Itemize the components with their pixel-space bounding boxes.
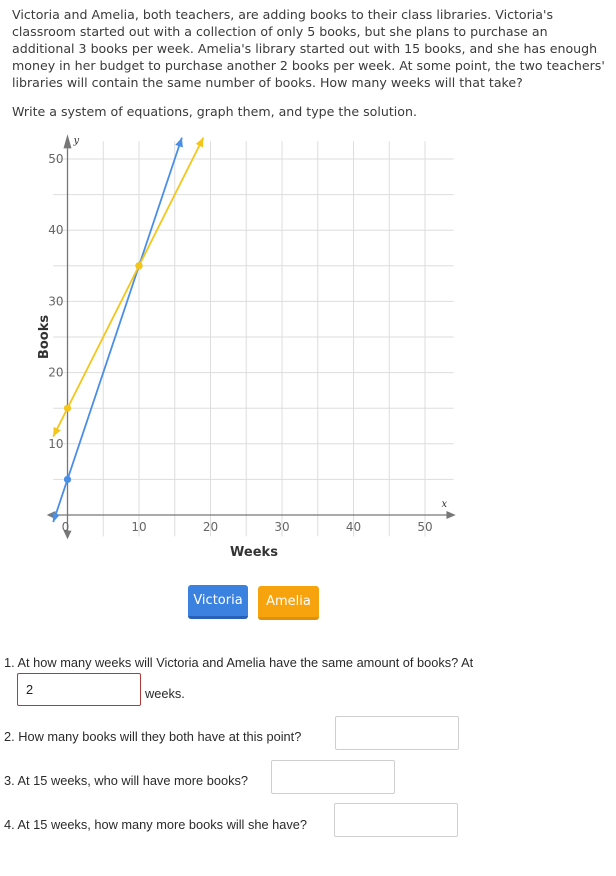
x-axis-variable: x xyxy=(441,499,448,510)
question-4-input[interactable] xyxy=(334,803,458,837)
y-tick-label: 40 xyxy=(48,223,64,238)
x-tick-label: 40 xyxy=(345,520,362,534)
y-axis-variable: y xyxy=(73,135,80,147)
victoria-button[interactable]: Victoria xyxy=(188,585,248,619)
question-2-text: 2. How many books will they both have at this point? xyxy=(4,729,302,744)
y-axis-title: Books xyxy=(37,314,52,360)
graph[interactable] xyxy=(0,128,616,568)
x-axis-title: Weeks xyxy=(230,545,278,560)
x-tick-label: 10 xyxy=(131,520,147,534)
question-3-text: 3. At 15 weeks, who will have more books? xyxy=(4,773,248,788)
series-point-victoria xyxy=(64,476,71,483)
x-tick-label: 50 xyxy=(417,520,433,534)
question-2-input[interactable] xyxy=(335,716,459,750)
graph-grid xyxy=(53,141,453,536)
question-3-input[interactable] xyxy=(271,760,395,794)
graph-series xyxy=(52,138,203,522)
instruction-text: Write a system of equations, graph them, and type the solution. xyxy=(12,104,417,119)
problem-text: Victoria and Amelia, both teachers, are adding books to their class libraries. Victoria's classroom started out with a collection of only 5 books, but she plans to purchase an additional 3 books per week. Amelia's library started out with 15 books, and she has enough money in her budget to purchase another 2 books per week. At some point, the two teachers' libraries will contain the same number of books. How many weeks will that take? xyxy=(12,7,605,90)
y-tick-label: 30 xyxy=(48,294,64,309)
y-tick-label: 20 xyxy=(48,365,64,380)
question-1-input[interactable] xyxy=(17,673,141,706)
x-axis-arrow-right xyxy=(446,511,455,519)
question-1-text: 1. At how many weeks will Victoria and Amelia have the same amount of books? At xyxy=(4,655,474,670)
x-tick-label: 20 xyxy=(202,520,219,534)
question-4-text: 4. At 15 weeks, how many more books will she have? xyxy=(4,817,308,832)
amelia-button[interactable]: Amelia xyxy=(258,586,319,620)
series-arrow-victoria xyxy=(52,512,60,522)
question-1-suffix: weeks. xyxy=(145,686,185,701)
y-tick-label: 50 xyxy=(48,152,64,166)
series-line-victoria xyxy=(53,138,182,522)
series-point-amelia xyxy=(64,405,71,412)
series-arrow-victoria xyxy=(175,138,183,148)
y-tick-label: 10 xyxy=(48,436,64,451)
series-line-amelia xyxy=(53,138,203,437)
series-point-amelia xyxy=(135,262,142,269)
x-tick-label: 30 xyxy=(274,520,290,534)
x-tick-label: 0 xyxy=(61,520,70,534)
y-axis-arrow-up xyxy=(64,134,72,148)
